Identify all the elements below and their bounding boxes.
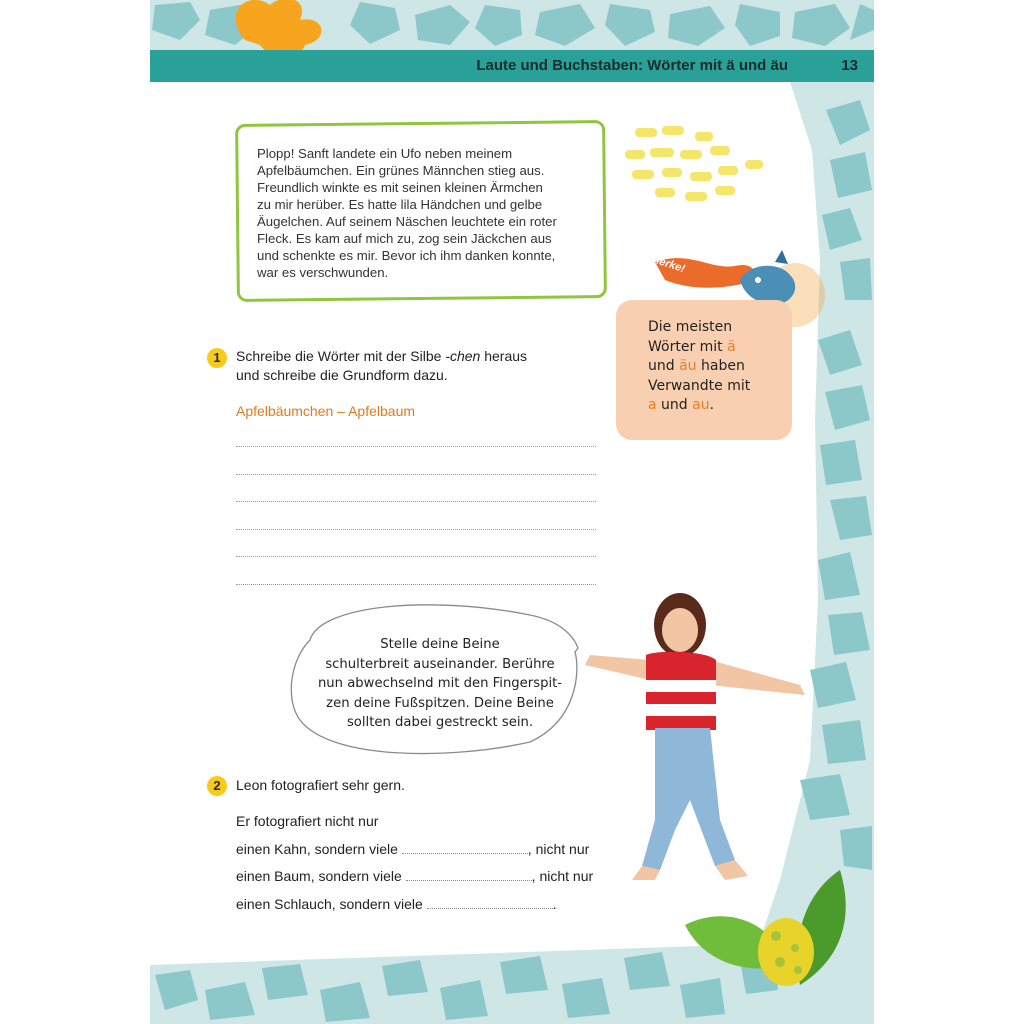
merke-label: Merke!: [649, 252, 687, 276]
story-line: Apfelbäumchen. Ein grünes Männchen stieg aus.: [257, 163, 545, 178]
blank-field[interactable]: [427, 896, 553, 909]
answer-line[interactable]: [236, 556, 596, 557]
story-text: [257, 145, 597, 281]
task1-text: und schreibe die Grundform dazu.: [236, 367, 448, 383]
merke-word: Verwandte mit: [648, 377, 751, 394]
answer-line[interactable]: [236, 446, 596, 447]
task1-text: heraus: [480, 348, 528, 364]
story-line: war es verschwunden.: [257, 265, 389, 280]
task2-text: , nicht nur: [531, 868, 594, 884]
bubble-line: nun abwechselnd mit den Fingerspit-: [317, 676, 563, 691]
bubble-line: Stelle deine Beine: [380, 637, 500, 652]
task2-line: [236, 868, 593, 884]
answer-line[interactable]: [236, 474, 596, 475]
task1-text: Schreibe die Wörter mit der Silbe: [236, 348, 446, 364]
story-line: und schenkte es mir. Bevor ich ihm danken konnte,: [257, 248, 556, 263]
task2-text: .: [552, 896, 557, 912]
merke-word: Die meisten: [648, 319, 733, 335]
speech-bubble-text: [300, 635, 580, 733]
merke-word: Wörter mit: [648, 338, 723, 355]
task1-syllable: -chen: [445, 348, 481, 364]
task2-line: [236, 896, 557, 912]
story-line: zu mir herüber. Es hatte lila Händchen und gelbe: [257, 197, 543, 212]
task1-instructions: [236, 347, 596, 385]
task-number-badge: 1: [207, 348, 227, 368]
task-number-badge: 2: [207, 776, 227, 796]
merke-word: .: [709, 397, 715, 413]
task1-example-answer: Apfelbäumchen – Apfelbaum: [236, 403, 416, 419]
blank-field[interactable]: [406, 868, 532, 881]
merke-word: und: [648, 358, 675, 374]
story-line: Plopp! Sanft landete ein Ufo neben meinem: [257, 146, 513, 161]
task2-text: , nicht nur: [527, 841, 590, 857]
bubble-line: zen deine Fußspitzen. Deine Beine: [326, 695, 554, 711]
answer-line[interactable]: [236, 584, 596, 585]
merke-word: haben: [701, 358, 745, 374]
merke-word: und: [661, 397, 688, 413]
story-line: Freundlich winkte es mit seinen kleinen Ärmchen: [257, 180, 543, 195]
merke-highlight: au: [692, 397, 710, 413]
bubble-line: schulterbreit auseinander. Berühre: [325, 656, 555, 672]
blank-field[interactable]: [402, 841, 528, 854]
workbook-page: [150, 0, 874, 1024]
task2-title: Leon fotografiert sehr gern.: [236, 777, 405, 793]
task2-text: einen Baum, sondern viele: [236, 868, 402, 884]
merke-highlight: äu: [679, 358, 697, 374]
story-line: Äugelchen. Auf seinem Näschen leuchtete ein roter: [257, 214, 557, 229]
bubble-line: sollten dabei gestreckt sein.: [346, 715, 534, 730]
answer-line[interactable]: [236, 529, 596, 530]
task2-text: einen Schlauch, sondern viele: [236, 896, 423, 912]
merke-highlight: a: [648, 397, 657, 413]
page-number: 13: [841, 57, 858, 74]
task2-line: Er fotografiert nicht nur: [236, 813, 379, 829]
answer-line[interactable]: [236, 501, 596, 502]
merke-highlight: ä: [727, 338, 736, 355]
task2-line: [236, 841, 589, 857]
story-line: Fleck. Es kam auf mich zu, zog sein Jäckchen aus: [257, 231, 552, 246]
task2-text: einen Kahn, sondern viele: [236, 841, 398, 857]
merke-text: [648, 318, 788, 416]
chapter-title: Laute und Buchstaben: Wörter mit ä und äu: [476, 57, 788, 74]
